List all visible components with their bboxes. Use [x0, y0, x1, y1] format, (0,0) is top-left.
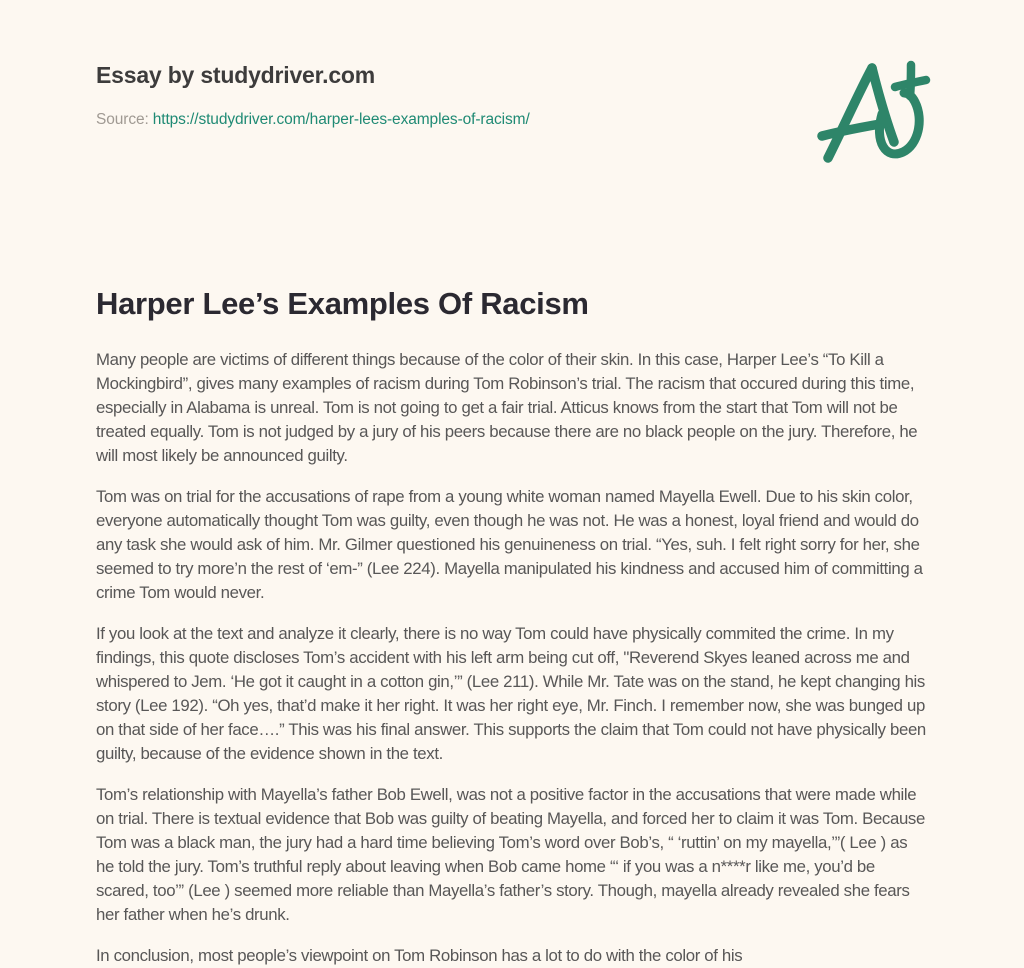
header-title: Essay by studydriver.com: [96, 62, 376, 88]
header-text-block: [96, 62, 530, 129]
essay-paragraph: If you look at the text and analyze it clearly, there is no way Tom could have physically commited the crime. In my findings, this quote discloses Tom’s accident with his left arm being cut off, "Reverend Skyes leaned across me and whispered to Jem. ‘He got it caught in a cotton gin,’” (Lee 211). While Mr. Tate was on the stand, he kept changing his story (Lee 192). “Oh yes, that’d make it her right. It was her right eye, Mr. Finch. I remember now, she was bunged up on that side of her face….” This was his final answer. This supports the claim that Tom could not have physically been guilty, because of the evidence shown in the text.: [96, 624, 926, 763]
essay-paragraph: Tom’s relationship with Mayella’s father Bob Ewell, was not a positive factor in the accusations that were made while on trial. There is textual evidence that Bob was guilty of beating Mayella, and forced her to claim it was Tom. Because Tom was a black man, the jury had a hard time believing Tom’s word over Bob’s, “ ‘ruttin’ on my mayella,’”( Lee ) as he told the jury. Tom’s truthful reply about leaving when Bob came home “‘ if you was a n****r like me, you’d be scared, too’” (Lee ) seemed more reliable than Mayella’s father’s story. Though, mayella already revealed she fears her father when he’s drunk.: [96, 785, 925, 924]
source-line: [96, 111, 530, 129]
essay-paragraph: Tom was on trial for the accusations of rape from a young white woman named Mayella Ewell. Due to his skin color, everyone automatically thought Tom was guilty, even though he was not. He was a honest, loyal friend and would do any task she would ask of him. Mr. Gilmer questioned his genuineness on trial. “Yes, suh. I felt right sorry for her, she seemed to try more’n the rest of ‘em-” (Lee 224). Mayella manipulated his kindness and accused him of committing a crime Tom would never.: [96, 487, 923, 602]
source-label: Source:: [96, 111, 149, 128]
source-link[interactable]: https://studydriver.com/harper-lees-examples-of-racism/: [152, 111, 530, 128]
essay-title: Harper Lee’s Examples Of Racism: [96, 286, 589, 321]
studydriver-a-plus-logo-icon: [818, 52, 930, 176]
essay-paragraph: Many people are victims of different things because of the color of their skin. In this case, Harper Lee’s “To Kill a Mockingbird”, gives many examples of racism during Tom Robinson’s trial. The racism that occured during this time, especially in Alabama is unreal. Tom is not going to get a fair trial. Atticus knows from the start that Tom will not be treated equally. Tom is not judged by a jury of his peers because there are no black people on the jury. Therefore, he will most likely be announced guilty.: [96, 350, 918, 465]
document-main: [0, 286, 1024, 968]
essay-paragraph: In conclusion, most people’s viewpoint on Tom Robinson has a lot to do with the color of his: [96, 946, 743, 965]
document-header: [0, 0, 1024, 176]
essay-body: [96, 348, 926, 968]
